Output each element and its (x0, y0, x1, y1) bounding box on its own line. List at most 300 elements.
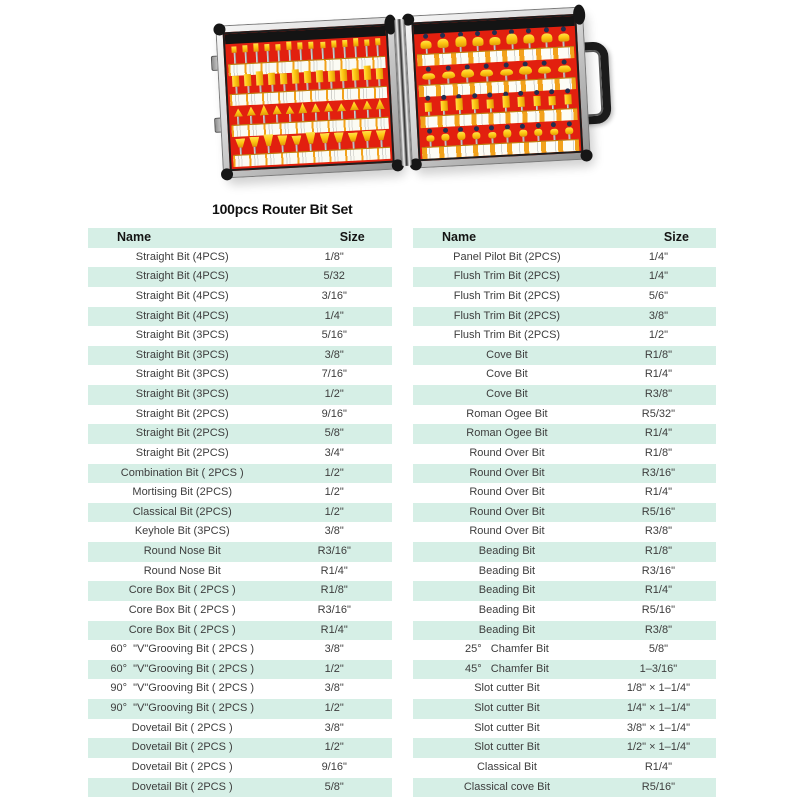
router-bit (519, 124, 528, 142)
router-bit (375, 99, 385, 116)
bit-size-cell: R3/16" (317, 603, 351, 616)
router-bit (276, 43, 282, 61)
table-row (88, 699, 392, 719)
table-row (413, 679, 716, 699)
bit-shank (333, 47, 336, 58)
bit-head (564, 94, 572, 104)
bit-size-cell: R1/8" (644, 446, 672, 459)
bit-head (320, 41, 325, 48)
bit-bearing-icon (487, 92, 492, 97)
bit-rows (225, 36, 392, 169)
bit-bearing-icon (518, 91, 523, 96)
bit-head (272, 105, 281, 114)
table-row (88, 385, 392, 405)
bit-head (305, 132, 316, 144)
router-bit (249, 137, 260, 155)
router-bit (291, 134, 302, 152)
router-bit (364, 38, 370, 56)
router-bit (550, 122, 559, 140)
bit-shank (250, 115, 252, 123)
bit-bearing-icon (475, 31, 480, 36)
bit-shank (288, 49, 291, 60)
router-bit (564, 88, 572, 108)
bit-name-cell: Beading Bit (478, 603, 536, 616)
bit-name-cell: Mortising Bit (2PCS) (132, 486, 233, 499)
table-row (413, 562, 716, 582)
bit-name-cell: Dovetail Bit ( 2PCS ) (131, 780, 233, 793)
bit-head (503, 129, 511, 138)
bit-head (524, 34, 535, 44)
bit-size-cell: R1/8" (644, 545, 672, 557)
bit-head (351, 68, 359, 80)
bit-head (320, 133, 331, 144)
bit-name-cell: Round Over Bit (469, 486, 545, 499)
bit-head (426, 135, 434, 142)
bit-head (440, 101, 448, 111)
bit-head (316, 70, 324, 82)
table-row (88, 444, 392, 464)
bit-size-cell: 1/2" (324, 702, 344, 714)
router-bit (533, 90, 541, 110)
bit-head (311, 103, 320, 112)
router-bit (471, 93, 479, 113)
bit-size-cell: R5/32" (641, 407, 676, 420)
bit-shank (276, 114, 278, 122)
bit-name-cell: Roman Ogee Bit (466, 427, 548, 440)
bit-head (304, 71, 312, 83)
bit-name-cell: 25° Chamfer Bit (464, 643, 549, 656)
bit-bearing-icon (472, 93, 477, 98)
bit-shank (353, 110, 355, 118)
router-bit (375, 38, 381, 56)
router-bit (426, 128, 435, 146)
router-bit (540, 27, 552, 48)
bit-name-cell: Straight Bit (2PCS) (135, 446, 229, 459)
bit-bearing-icon (443, 128, 448, 133)
router-bit (523, 28, 535, 49)
bit-bearing-icon (561, 26, 566, 31)
bit-head (334, 132, 345, 143)
router-bit (437, 33, 449, 54)
case-right-half (404, 6, 591, 168)
bit-name-cell: Classical Bit (476, 760, 537, 773)
bit-name-cell: Round Nose Bit (143, 564, 221, 577)
router-bit (331, 40, 337, 58)
router-bit (334, 132, 345, 150)
bit-head (280, 73, 288, 84)
bit-name-cell: Dovetail Bit ( 2PCS ) (131, 721, 233, 734)
table-row (413, 405, 716, 425)
bit-rows (414, 26, 581, 161)
bit-head (348, 132, 358, 142)
bit-name-cell: Cove Bit (486, 368, 528, 381)
router-bit (517, 91, 525, 111)
bit-size-cell: R1/8" (320, 584, 348, 597)
router-bit (231, 45, 237, 63)
bit-name-cell: 60° "V"Grooving Bit ( 2PCS ) (110, 643, 255, 656)
bit-shank (244, 52, 247, 63)
bit-head (259, 104, 269, 115)
spec-tables (0, 228, 800, 798)
bit-size-cell: 5/8" (324, 780, 344, 793)
router-bit (242, 45, 248, 63)
router-bit (320, 133, 331, 151)
bit-head (533, 96, 541, 106)
bit-bearing-icon (542, 60, 547, 65)
bit-head (541, 33, 552, 43)
router-bit (502, 91, 510, 111)
bit-size-cell: 1/2" (324, 466, 344, 479)
table-row (413, 307, 716, 327)
table-row (413, 424, 716, 444)
bit-head (276, 44, 281, 51)
bit-name-cell: Dovetail Bit ( 2PCS ) (131, 741, 233, 754)
bit-head (353, 38, 358, 47)
bit-head (253, 43, 258, 52)
bit-head (422, 73, 435, 80)
bit-size-cell: 5/16" (321, 329, 347, 342)
bit-name-cell: Beading Bit (478, 623, 536, 636)
product-photo (0, 0, 800, 200)
router-bit (362, 100, 372, 117)
table-row (88, 640, 392, 660)
router-bit (486, 92, 494, 112)
bit-head (235, 138, 245, 148)
router-bit (235, 137, 246, 155)
table-row (413, 503, 716, 523)
bit-name-cell: Flush Trim Bit (2PCS) (453, 270, 561, 283)
bit-bearing-icon (492, 30, 497, 35)
bit-size-cell: R3/8" (644, 623, 672, 636)
router-bit (455, 94, 463, 114)
table-row (413, 542, 716, 562)
table-row (88, 248, 392, 268)
router-bit (461, 64, 475, 83)
bit-head (519, 66, 532, 75)
bit-size-cell: R5/16" (641, 780, 676, 793)
bit-name-cell: Straight Bit (2PCS) (135, 427, 229, 440)
bit-head (461, 69, 474, 78)
bit-size-cell: 3/8" (324, 525, 344, 538)
bit-head (234, 108, 243, 117)
bit-shank (311, 48, 314, 59)
bit-name-cell: Classical Bit (2PCS) (132, 505, 232, 518)
bit-bearing-icon (565, 88, 570, 93)
bit-size-cell: R1/4" (644, 368, 672, 381)
bit-size-cell: 3/8" (324, 643, 344, 656)
table-row (413, 758, 716, 778)
size-column-header: Size (339, 230, 365, 244)
router-bit (328, 70, 336, 89)
bit-size-cell: 5/8" (648, 643, 669, 656)
table-row (88, 326, 392, 346)
bit-name-cell: Core Box Bit ( 2PCS ) (128, 603, 236, 616)
router-bit (424, 96, 432, 116)
bit-head (506, 33, 518, 44)
bit-size-cell: R5/16" (641, 603, 676, 616)
table-row (413, 621, 716, 641)
bit-shank (237, 116, 239, 124)
bit-size-cell: 1/2" (324, 662, 344, 675)
bit-head (363, 66, 371, 81)
bit-size-cell: R3/16" (317, 545, 351, 557)
table-row (88, 778, 392, 798)
router-bit (363, 68, 371, 87)
bit-size-cell: 3/8" (324, 348, 344, 361)
bit-head (249, 137, 260, 148)
bit-name-cell: Beading Bit (478, 564, 536, 577)
bit-shank (341, 111, 343, 119)
router-bit (339, 69, 347, 88)
bit-bearing-icon (551, 122, 556, 127)
bit-name-cell: Slot cutter Bit (474, 682, 540, 695)
bit-head (558, 33, 569, 42)
table-body (88, 248, 392, 798)
bit-size-cell: 1/4" (324, 309, 344, 322)
bit-name-cell: Straight Bit (4PCS) (135, 309, 229, 322)
bit-size-cell: 1/2" (324, 486, 344, 499)
router-bit (309, 41, 315, 59)
router-bit (298, 42, 304, 60)
corner-cap (580, 149, 593, 162)
bit-name-cell: Straight Bit (4PCS) (135, 250, 229, 263)
table-row (413, 346, 716, 366)
spec-table-right (413, 228, 716, 797)
bit-bearing-icon (489, 125, 494, 130)
table-row (88, 405, 392, 425)
bit-size-cell: R1/4" (644, 427, 672, 440)
bit-name-cell: Straight Bit (4PCS) (135, 270, 229, 283)
bit-name-cell: Classical cove Bit (463, 780, 551, 793)
table-header-row (88, 228, 392, 248)
bit-name-cell: Combination Bit ( 2PCS ) (120, 466, 244, 479)
bit-shank (299, 49, 302, 60)
router-bit (558, 26, 570, 47)
bit-bearing-icon (566, 121, 571, 126)
bit-shank (263, 115, 265, 123)
bit-size-cell: R3/8" (644, 388, 672, 400)
bit-bearing-icon (474, 126, 479, 131)
bit-size-cell: 1/2" (324, 505, 344, 518)
table-row (413, 365, 716, 385)
table-row (413, 660, 716, 680)
table-row (88, 267, 392, 287)
router-bit (557, 59, 571, 78)
bit-size-cell: 3/16" (321, 289, 347, 302)
bit-name-cell: Flush Trim Bit (2PCS) (453, 309, 561, 322)
bit-name-cell: Cove Bit (486, 348, 528, 361)
bit-size-cell: 1/8" (324, 250, 344, 263)
table-row (413, 719, 716, 739)
table-row (88, 660, 392, 680)
table-row (88, 287, 392, 307)
bit-bearing-icon (426, 67, 431, 72)
bit-size-cell: R1/4" (644, 760, 672, 773)
bit-head (488, 132, 496, 139)
bit-bearing-icon (503, 62, 508, 67)
bit-shank (302, 113, 304, 121)
router-bit (277, 135, 288, 153)
bit-name-cell: Slot cutter Bit (474, 741, 540, 754)
bit-bearing-icon (536, 123, 541, 128)
bit-head (292, 69, 300, 84)
router-bit (454, 32, 466, 53)
router-bit (353, 39, 359, 57)
bit-size-cell: 7/16" (321, 368, 347, 381)
bit-size-cell: 3/8" (324, 721, 344, 734)
bit-head (375, 98, 385, 109)
router-bit (534, 123, 543, 141)
bit-size-cell: R1/4" (644, 584, 672, 597)
bit-head (263, 134, 274, 146)
bit-name-cell: Flush Trim Bit (2PCS) (453, 289, 561, 302)
router-bit (232, 75, 240, 94)
router-bit (489, 30, 501, 51)
bit-name-cell: Dovetail Bit ( 2PCS ) (131, 760, 233, 773)
bit-head (256, 71, 264, 86)
table-row (88, 719, 392, 739)
bit-head (277, 135, 288, 146)
table-row (88, 601, 392, 621)
bit-size-cell: 1/2" (324, 741, 344, 754)
bit-shank (277, 50, 280, 61)
bit-head (246, 106, 255, 115)
bit-head (324, 102, 333, 111)
bit-name-cell: Round Over Bit (469, 525, 545, 538)
bit-size-cell: 5/32 (323, 270, 345, 283)
bit-size-cell: R5/16" (641, 505, 676, 518)
router-bit (342, 39, 348, 57)
bit-name-cell: Straight Bit (3PCS) (135, 348, 229, 361)
bit-size-cell: R1/4" (320, 564, 348, 577)
table-row (88, 542, 392, 562)
bit-size-cell: 9/16" (321, 407, 347, 420)
router-bit (349, 101, 359, 118)
name-column-header: Name (117, 230, 152, 244)
bit-size-cell: 1/4" (648, 250, 669, 263)
bit-size-cell: 5/6" (648, 289, 669, 302)
bit-name-cell: Straight Bit (3PCS) (135, 329, 229, 342)
bit-size-cell: R1/8" (644, 348, 672, 361)
table-row (88, 503, 392, 523)
bit-bearing-icon (549, 89, 554, 94)
bit-name-cell: Core Box Bit ( 2PCS ) (128, 584, 236, 597)
bit-name-cell: Slot cutter Bit (474, 721, 540, 734)
router-bit (565, 121, 574, 139)
router-bit (503, 124, 512, 142)
size-column-header: Size (663, 230, 689, 244)
bit-bearing-icon (534, 90, 539, 95)
router-bit (311, 103, 321, 120)
bit-name-cell: Keyhole Bit (3PCS) (134, 525, 230, 538)
bit-name-cell: Round Over Bit (469, 505, 545, 518)
router-bit (316, 70, 324, 89)
corner-cap (573, 4, 586, 24)
router-bit (376, 130, 387, 148)
table-row (413, 601, 716, 621)
table-row (88, 522, 392, 542)
spec-table-left (88, 228, 392, 797)
bit-bearing-icon (440, 33, 445, 38)
router-bit (506, 29, 518, 50)
bit-size-cell: 1/2" × 1–1/4" (626, 741, 690, 754)
router-bit (298, 104, 308, 121)
bit-head (285, 105, 294, 114)
router-bit (256, 73, 264, 92)
bit-size-cell: R1/4" (320, 623, 348, 636)
bit-head (339, 69, 347, 81)
bit-head (232, 76, 240, 87)
table-row (413, 778, 716, 798)
router-bit (351, 68, 359, 87)
bit-shank (328, 111, 330, 119)
bit-size-cell: 1/2" (648, 329, 669, 342)
router-bit (441, 128, 450, 146)
bit-head (502, 96, 510, 108)
bit-head (268, 73, 276, 85)
bit-shank (379, 109, 381, 117)
router-bit (519, 61, 533, 80)
router-bit (263, 136, 274, 154)
router-bit (548, 89, 556, 109)
bit-head (456, 98, 464, 110)
router-bit (337, 102, 347, 119)
bit-size-cell: 1/8" × 1–1/4" (626, 682, 690, 695)
router-bit (305, 134, 316, 152)
router-bit (499, 62, 513, 81)
bit-shank (233, 52, 236, 63)
table-row (88, 621, 392, 641)
bit-head (438, 39, 449, 49)
bit-name-cell: Round Over Bit (469, 466, 545, 479)
table-row (88, 365, 392, 385)
bit-name-cell: Beading Bit (478, 584, 536, 597)
router-bit (287, 42, 293, 60)
bit-name-cell: Straight Bit (4PCS) (135, 289, 229, 302)
router-bit-case (215, 6, 591, 178)
bit-head (362, 100, 371, 109)
bit-bearing-icon (526, 28, 531, 33)
router-bit (234, 107, 244, 124)
bit-shank (322, 48, 325, 59)
bit-size-cell: 3/8" (324, 682, 344, 695)
bit-size-cell: 1/4" × 1–1/4" (626, 702, 690, 714)
bit-name-cell: 90° "V"Grooving Bit ( 2PCS ) (110, 682, 255, 695)
bit-bearing-icon (484, 63, 489, 68)
bit-bearing-icon (423, 34, 428, 39)
router-bit (422, 66, 436, 85)
bit-name-cell: Cove Bit (486, 388, 528, 400)
router-bit (324, 102, 334, 119)
bit-name-cell: Slot cutter Bit (474, 702, 540, 714)
bit-head (518, 97, 526, 107)
table-row (413, 581, 716, 601)
name-column-header: Name (442, 230, 477, 244)
router-bit (362, 131, 373, 149)
router-bit (480, 63, 494, 82)
bit-head (362, 131, 373, 142)
bit-size-cell: R1/4" (644, 486, 672, 499)
bit-shank (377, 45, 380, 56)
router-bit (285, 104, 295, 121)
bit-shank (355, 46, 358, 57)
bit-name-cell: 45° Chamfer Bit (464, 662, 549, 675)
bit-head (364, 39, 369, 46)
bit-size-cell: R3/16" (641, 564, 676, 577)
case-left-half (215, 16, 402, 178)
router-bit (259, 106, 269, 123)
table-header-row (413, 228, 716, 248)
